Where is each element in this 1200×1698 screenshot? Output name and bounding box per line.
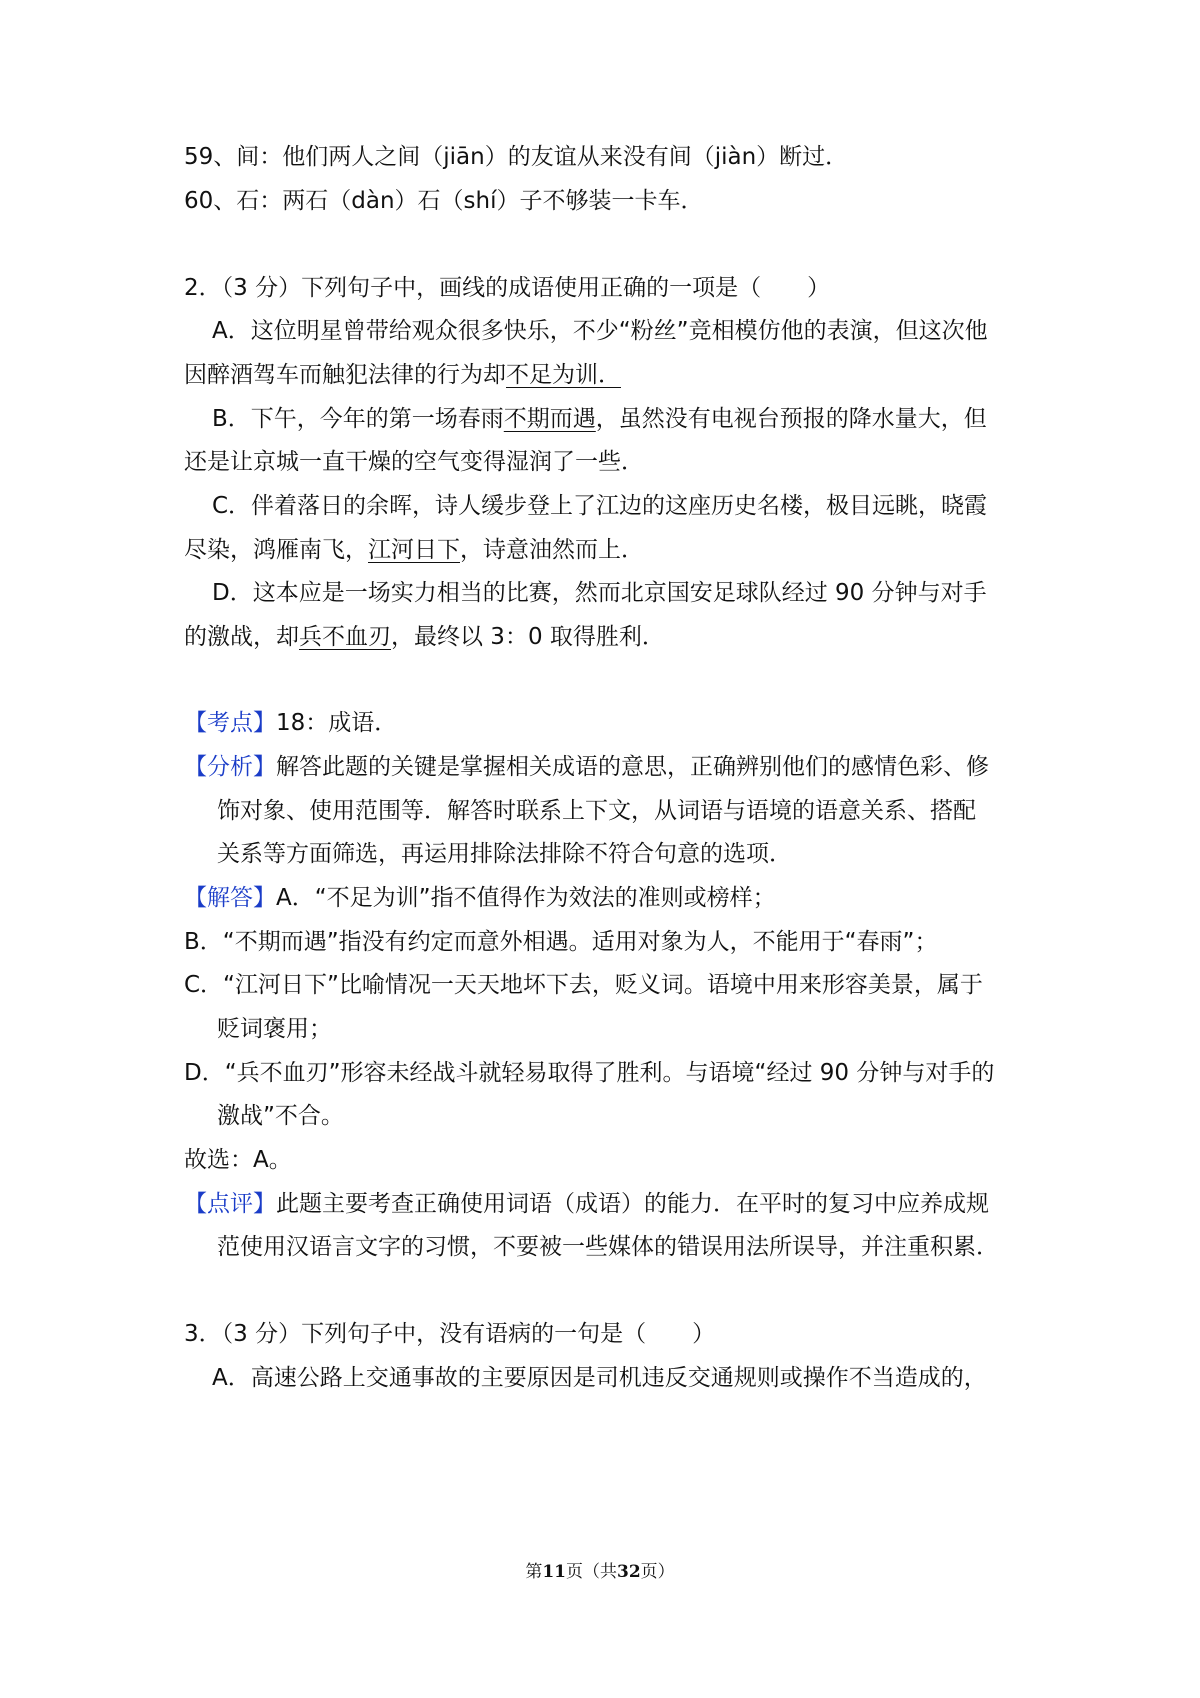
q2-option-b-line2: 还是让京城一直干燥的空气变得湿润了一些． bbox=[184, 449, 644, 475]
kaodian-text: 18：成语． bbox=[276, 710, 398, 736]
footer-mid: 页（共 bbox=[566, 1562, 617, 1582]
q2-option-b-line1 bbox=[212, 404, 987, 434]
footer-total-pages: 32 bbox=[617, 1562, 641, 1582]
jieda-line-d1: D．“兵不血刃”形容未经战斗就轻易取得了胜利。与语境“经过 90 分钟与对手的 bbox=[184, 1060, 995, 1086]
footer-suffix: 页） bbox=[640, 1562, 675, 1582]
footer-page-number: 11 bbox=[542, 1562, 566, 1582]
jieda-line-d2: 激战”不合。 bbox=[217, 1103, 344, 1129]
fenxi-tag: 【分析】 bbox=[184, 754, 276, 780]
q2-option-b-idiom: 不期而遇 bbox=[503, 406, 596, 432]
q2-option-a-line1: A．这位明星曾带给观众很多快乐，不少“粉丝”竞相模仿他的表演，但这次他 bbox=[212, 318, 988, 344]
q2-option-d-idiom: 兵不血刃 bbox=[299, 624, 391, 650]
kaodian-line bbox=[184, 708, 397, 738]
q2-option-c-idiom: 江河日下 bbox=[368, 537, 460, 563]
q2-option-d-line2 bbox=[184, 622, 665, 652]
fenxi-line3: 关系等方面筛选，再运用排除法排除不符合句意的选项． bbox=[217, 841, 792, 867]
jieda-line-b: B．“不期而遇”指没有约定而意外相遇。适用对象为人，不能用于“春雨”； bbox=[184, 929, 938, 955]
dianping-line2: 范使用汉语言文字的习惯，不要被一些媒体的错误用法所误导，并注重积累． bbox=[217, 1234, 999, 1260]
fenxi-text: 解答此题的关键是掌握相关成语的意思，正确辨别他们的感情色彩、修 bbox=[276, 754, 989, 780]
jieda-a-text: A．“不足为训”指不值得作为效法的准则或榜样； bbox=[276, 885, 776, 911]
jieda-line-c2: 贬词褒用； bbox=[217, 1016, 332, 1042]
q2-option-a-line2 bbox=[184, 360, 621, 390]
q2-option-b-text-post: ，虽然没有电视台预报的降水量大，但 bbox=[595, 406, 987, 432]
kaodian-tag: 【考点】 bbox=[184, 710, 276, 736]
q2-option-c-text-post: ，诗意油然而上． bbox=[460, 537, 644, 563]
q2-option-a-text: 因醉酒驾车而触犯法律的行为却 bbox=[184, 362, 506, 388]
jieda-tag: 【解答】 bbox=[184, 885, 276, 911]
pinyin-item-59: 59、间：他们两人之间（jiān）的友谊从来没有间（jiàn）断过． bbox=[184, 144, 849, 170]
dianping-line1 bbox=[184, 1189, 989, 1219]
fenxi-line1 bbox=[184, 752, 989, 782]
dianping-tag: 【点评】 bbox=[184, 1191, 276, 1217]
q2-option-d-line1: D．这本应是一场实力相当的比赛，然而北京国安足球队经过 90 分钟与对手 bbox=[212, 580, 987, 606]
pinyin-item-60: 60、石：两石（dàn）石（shí）子不够装一卡车． bbox=[184, 188, 704, 214]
fenxi-line2: 饰对象、使用范围等．解答时联系上下文，从词语与语境的语意关系、搭配 bbox=[217, 798, 976, 824]
answer-line: 故选：A。 bbox=[184, 1147, 292, 1173]
question-2-stem: 2．（3 分）下列句子中，画线的成语使用正确的一项是（ ） bbox=[184, 275, 831, 301]
q2-option-c-text: 尽染，鸿雁南飞， bbox=[184, 537, 368, 563]
q2-option-d-text: 的激战，却 bbox=[184, 624, 299, 650]
jieda-line-a bbox=[184, 883, 776, 913]
footer-prefix: 第 bbox=[525, 1562, 543, 1582]
q2-option-d-text-post: ，最终以 3：0 取得胜利． bbox=[391, 624, 665, 650]
q3-option-a-line1: A．高速公路上交通事故的主要原因是司机违反交通规则或操作不当造成的， bbox=[212, 1365, 987, 1391]
q2-option-a-idiom: 不足为训． bbox=[506, 362, 621, 388]
dianping-text: 此题主要考查正确使用词语（成语）的能力．在平时的复习中应养成规 bbox=[276, 1191, 989, 1217]
page-footer bbox=[0, 1557, 1200, 1582]
question-3-stem: 3．（3 分）下列句子中，没有语病的一句是（ ） bbox=[184, 1321, 716, 1347]
jieda-line-c1: C．“江河日下”比喻情况一天天地坏下去，贬义词。语境中用来形容美景，属于 bbox=[184, 972, 983, 998]
q2-option-b-text: B．下午，今年的第一场春雨 bbox=[212, 406, 504, 432]
q2-option-c-line2 bbox=[184, 535, 644, 565]
q2-option-c-line1: C．伴着落日的余晖，诗人缓步登上了江边的这座历史名楼，极目远眺，晓霞 bbox=[212, 493, 988, 519]
